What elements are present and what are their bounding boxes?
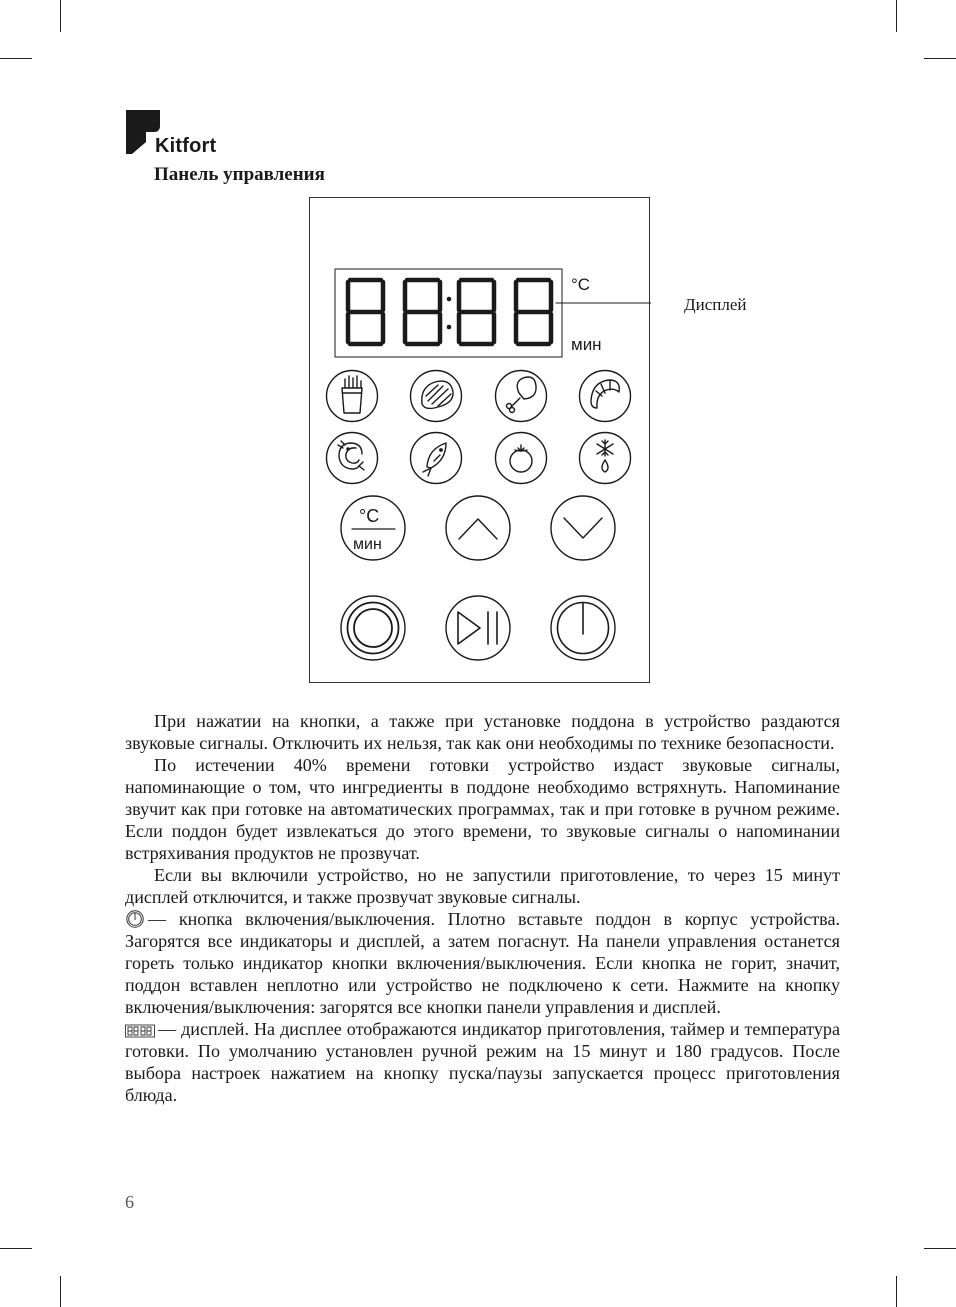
croissant-button[interactable] xyxy=(580,371,631,422)
paragraph-display xyxy=(125,1018,840,1106)
vegetable-button[interactable] xyxy=(496,433,547,484)
chicken-leg-button[interactable] xyxy=(496,371,547,422)
croissant-icon xyxy=(591,380,619,408)
play-pause-icon xyxy=(458,612,497,644)
crop-mark xyxy=(60,1276,61,1307)
steak-button[interactable] xyxy=(411,371,462,422)
shrimp-icon xyxy=(338,441,364,470)
fish-icon xyxy=(423,443,446,476)
power-icon xyxy=(558,603,609,654)
crop-mark xyxy=(0,1248,32,1249)
tomato-icon xyxy=(510,445,532,472)
fries-icon xyxy=(342,376,362,413)
display-icon xyxy=(125,1024,155,1038)
display-time-unit: мин xyxy=(571,335,602,354)
crop-mark xyxy=(0,58,32,59)
chicken-leg-icon xyxy=(507,377,537,413)
crop-mark xyxy=(896,1276,897,1307)
crop-mark xyxy=(924,1248,956,1249)
defrost-button[interactable] xyxy=(580,433,631,484)
fries-button[interactable] xyxy=(327,371,378,422)
temp-time-button-bottom: мин xyxy=(353,536,382,553)
program-button[interactable] xyxy=(341,596,405,660)
temp-time-button[interactable] xyxy=(341,496,405,560)
shrimp-button[interactable] xyxy=(327,433,378,484)
fish-button[interactable] xyxy=(411,433,462,484)
up-button[interactable] xyxy=(446,496,510,560)
paragraph: При нажатии на кнопки, а также при установке поддона в устройство раздаются звуковые сигналы. Отключить их нельзя, так как они необходимы по технике безопасности. xyxy=(125,711,840,753)
page-number: 6 xyxy=(125,1192,134,1212)
display-description: — дисплей. На дисплее отображаются индикатор приготовления, таймер и температура готовки. По умолчанию установлен ручной режим на 15 минут и 180 градусов. После выбора настроек нажатием на кнопку пуска/паузы запускается процесс приготовления блюда. xyxy=(125,1019,840,1105)
steak-icon xyxy=(422,381,453,408)
down-button[interactable] xyxy=(551,496,615,560)
display xyxy=(335,269,651,357)
paragraph: По истечении 40% времени готовки устройство издаст звуковые сигналы, напоминающие о том, что ингредиенты в поддоне необходимо встряхнуть. Напоминание звучит как при готовке на автоматических программах, так и при готовке в ручном режиме. Если поддон будет извлекаться до этого времени, то звуковые сигналы о напоминании встряхивания продуктов не прозвучат. xyxy=(125,755,840,863)
temp-time-button-top: °C xyxy=(359,506,380,526)
down-arrow-icon xyxy=(564,518,602,538)
display-digits xyxy=(348,280,551,344)
program-icon xyxy=(354,609,392,647)
power-button[interactable] xyxy=(551,596,615,660)
power-icon xyxy=(125,910,145,928)
play-pause-button[interactable] xyxy=(446,596,510,660)
paragraph-power xyxy=(125,908,840,1018)
display-label: Дисплей xyxy=(684,295,747,314)
crop-mark xyxy=(60,0,61,32)
power-description: — кнопка включения/выключения. Плотно вставьте поддон в корпус устройства. Загорятся все индикаторы и дисплей, а затем погаснут. На панели управления останется гореть только индикатор кнопки включения/выключения. Если кнопка не горит, значит, поддон вставлен неплотно или устройство не подключено к сети. Нажмите на кнопку включения/выключения: загорятся все кнопки панели управления и дисплей. xyxy=(125,909,840,1017)
control-panel xyxy=(309,197,650,683)
crop-mark xyxy=(924,58,956,59)
display-temp-unit: °C xyxy=(571,275,591,294)
up-arrow-icon xyxy=(459,519,497,539)
brand-name: Kitfort xyxy=(155,135,217,157)
paragraph: Если вы включили устройство, но не запустили приготовление, то через 15 минут дисплей отключится, и также прозвучат звуковые сигналы. xyxy=(125,865,840,907)
body-text xyxy=(125,710,840,1106)
section-title: Панель управления xyxy=(154,164,325,185)
crop-mark xyxy=(896,0,897,32)
defrost-icon xyxy=(597,440,613,472)
